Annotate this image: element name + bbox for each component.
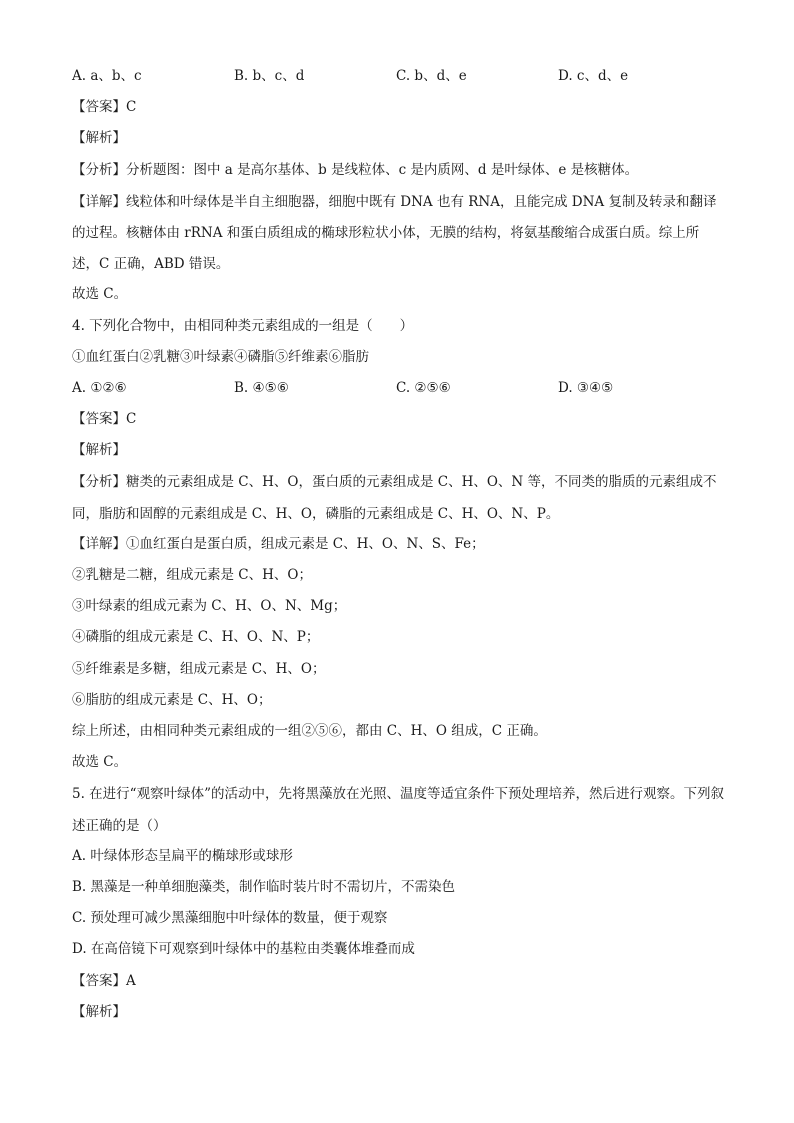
q4-jiexi: 【解析】 xyxy=(72,442,126,459)
q3-option-a: A. a、b、c xyxy=(72,68,142,84)
q3-options xyxy=(72,62,726,93)
q4-options xyxy=(72,374,726,405)
q4-option-d: D. ③④⑤ xyxy=(558,379,614,396)
q4-xiangjie-line: ②乳糖是二糖，组成元素是 C、H、O； xyxy=(72,567,312,584)
q4-xiangjie-line: 综上所述，由相同种类元素组成的一组②⑤⑥，都由 C、H、O 组成，C 正确。 xyxy=(72,723,547,740)
q5-option-a: A. 叶绿体形态呈扁平的椭球形或球形 xyxy=(72,847,293,864)
q3-option-b: B. b、c、d xyxy=(234,68,305,84)
q5-answer: 【答案】A xyxy=(72,972,136,989)
q5-option-b: B. 黑藻是一种单细胞藻类，制作临时装片时不需切片，不需染色 xyxy=(72,878,456,895)
q5-stem: 5. 在进行“观察叶绿体”的活动中，先将黑藻放在光照、温度等适宜条件下预处理培养，然后进行观察。下列叙述正确的是（） xyxy=(72,786,724,834)
q3-answer: 【答案】C xyxy=(72,99,137,116)
q5-option-d: D. 在高倍镜下可观察到叶绿体中的基粒由类囊体堆叠而成 xyxy=(72,941,415,958)
q4-xiangjie-line: ⑥脂肪的组成元素是 C、H、O； xyxy=(72,691,272,708)
q4-xiangjie-line: ⑤纤维素是多糖，组成元素是 C、H、O； xyxy=(72,660,326,677)
q3-fenxi: 【分析】分析题图：图中 a 是高尔基体、b 是线粒体、c 是内质网、d 是叶绿体、e 是核糖体。 xyxy=(72,161,639,178)
q4-stem: 4. 下列化合物中，由相同种类元素组成的一组是（ ） xyxy=(72,317,414,334)
q3-option-c: C. b、d、e xyxy=(396,68,467,84)
q4-xiangjie-line: 【详解】①血红蛋白是蛋白质，组成元素是 C、H、O、N、S、Fe； xyxy=(72,535,485,552)
q4-xiangjie-line: ④磷脂的组成元素是 C、H、O、N、P； xyxy=(72,629,320,646)
q4-answer: 【答案】C xyxy=(72,411,137,428)
q3-jiexi: 【解析】 xyxy=(72,130,126,147)
q4-items: ①血红蛋白②乳糖③叶绿素④磷脂⑤纤维素⑥脂肪 xyxy=(72,348,369,365)
q3-option-d: D. c、d、e xyxy=(558,68,629,84)
q4-option-c: C. ②⑤⑥ xyxy=(396,379,451,396)
q3-xiangjie: 【详解】线粒体和叶绿体是半自主细胞器，细胞中既有 DNA 也有 RNA，且能完成 DNA 复制及转录和翻译的过程。核糖体由 rRNA 和蛋白质组成的椭球形粒状小体，无膜的结构，将氨基酸缩合成蛋白质。综上所述，C 正确，ABD 错误。 xyxy=(72,193,717,273)
q5-option-c: C. 预处理可减少黑藻细胞中叶绿体的数量，便于观察 xyxy=(72,910,388,927)
q4-option-b: B. ④⑤⑥ xyxy=(234,379,289,396)
document-page xyxy=(72,62,726,1029)
q4-xiangjie-line: ③叶绿素的组成元素为 C、H、O、N、Mg； xyxy=(72,598,347,615)
q3-guxuan: 故选 C。 xyxy=(72,286,128,303)
q5-jiexi: 【解析】 xyxy=(72,1003,126,1020)
q4-guxuan: 故选 C。 xyxy=(72,754,128,771)
q4-option-a: A. ①②⑥ xyxy=(72,379,127,396)
q4-fenxi: 【分析】糖类的元素组成是 C、H、O，蛋白质的元素组成是 C、H、O、N 等，不同类的脂质的元素组成不同，脂肪和固醇的元素组成是 C、H、O，磷脂的元素组成是 C、H、O、N、P。 xyxy=(72,474,717,522)
